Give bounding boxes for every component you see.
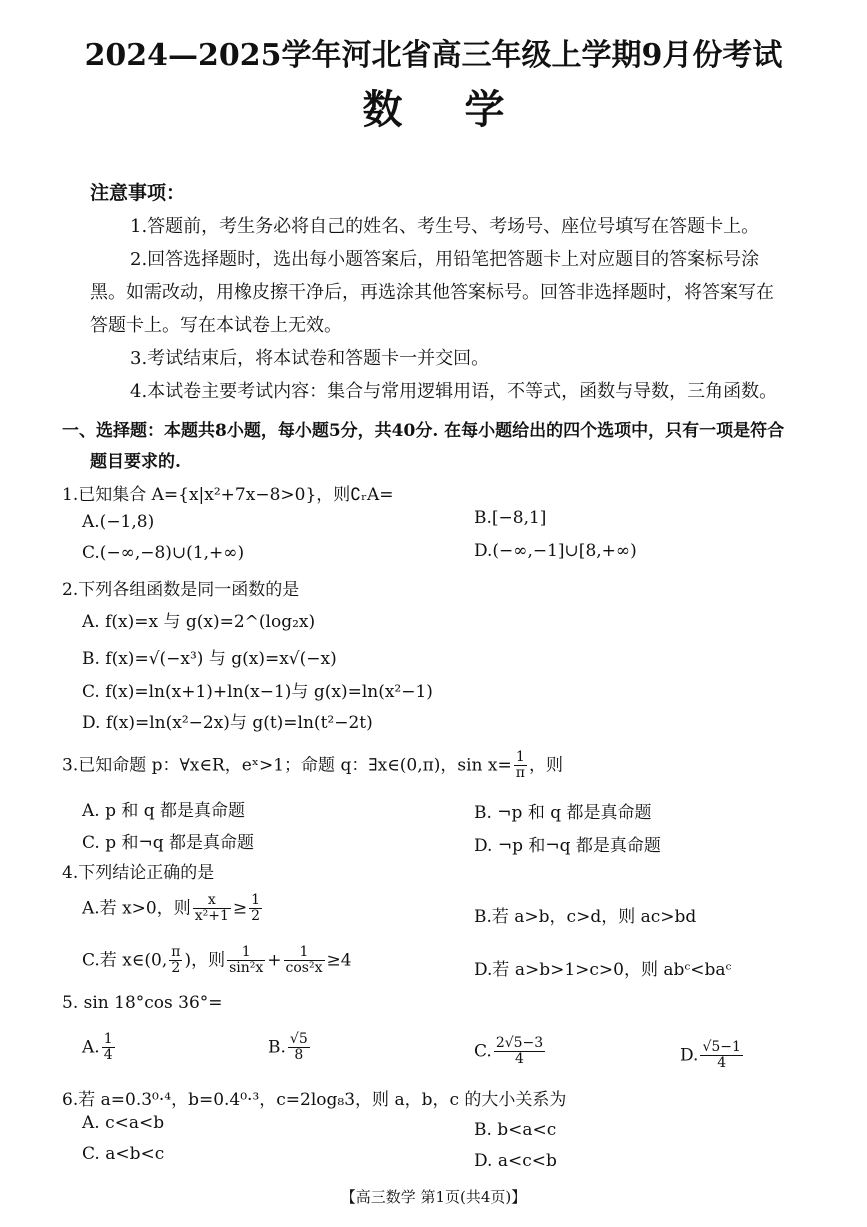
q4-c-frac1-num: 1: [227, 945, 265, 961]
q5-option-a: [82, 1032, 117, 1064]
q4-c-frac1: [227, 945, 265, 977]
q4-a-frac2-num: 1: [251, 892, 261, 908]
q5-option-d: [680, 1040, 745, 1072]
q3-frac-num: 1: [514, 750, 527, 766]
q2-option-b: B. f(x)=√(−x³) 与 g(x)=x√(−x): [82, 649, 337, 669]
q4-c-frac2-num: 1: [284, 945, 325, 961]
notice-item-3: 3.考试结束后，将本试卷和答题卡一并交回。: [130, 348, 490, 369]
section-heading: 一、选择题：本题共8小题，每小题5分，共40分. 在每小题给出的四个选项中，只有一项是符合: [62, 421, 785, 441]
page-footer: 【高三数学 第1页(共4页)】: [340, 1188, 527, 1206]
q5-c-den: 4: [515, 1051, 524, 1068]
q4-option-d: D.若 a>b>1>c>0，则 abᶜ<baᶜ: [474, 960, 732, 980]
q2-stem: 2.下列各组函数是同一函数的是: [62, 580, 300, 600]
q2-option-a: A. f(x)=x 与 g(x)=2^(log₂x): [82, 612, 316, 632]
q1-option-c: C.(−∞,−8)∪(1,+∞): [82, 543, 245, 563]
q4-a-prefix: A.若 x>0，则: [82, 898, 191, 919]
q4-option-c: [82, 945, 352, 977]
q4-a-frac1: [193, 893, 231, 925]
q5-a-num: 1: [103, 1031, 113, 1047]
q5-d-frac: [700, 1040, 742, 1072]
q5-stem: 5. sin 18°cos 36°=: [62, 993, 223, 1013]
q3-stem-part2: ，则: [528, 755, 563, 776]
q6-option-b: B. b<a<c: [474, 1120, 557, 1140]
q6-option-a: A. c<a<b: [82, 1113, 165, 1133]
q1-option-a: A.(−1,8): [82, 512, 155, 532]
q5-c-num: 2√5−3: [495, 1035, 544, 1051]
q5-d-num: √5−1: [702, 1039, 741, 1055]
q5-d-label: D.: [680, 1045, 699, 1066]
q4-c-tail: ≥4: [326, 950, 352, 971]
exam-title: 2024—2025学年河北省高三年级上学期9月份考试: [84, 38, 783, 73]
q5-b-label: B.: [268, 1037, 286, 1058]
q4-c-pi-num: π: [171, 944, 181, 960]
q3-option-b: B. ¬p 和 q 都是真命题: [474, 803, 652, 823]
q4-option-b: B.若 a>b，c>d，则 ac>bd: [474, 907, 697, 927]
q5-a-label: A.: [82, 1037, 100, 1058]
q3-stem: [62, 750, 563, 782]
q5-option-c: [474, 1036, 547, 1068]
q4-a-frac1-den: x²+1: [194, 908, 229, 925]
q5-b-num: √5: [289, 1031, 308, 1047]
q2-option-c: C. f(x)=ln(x+1)+ln(x−1)与 g(x)=ln(x²−1): [82, 682, 433, 702]
notice-item-2-cont2: 答题卡上。写在本试卷上无效。: [90, 315, 342, 336]
q3-fraction: [514, 750, 527, 782]
q4-c-frac2-den: cos²x: [285, 960, 323, 977]
q4-a-frac2-den: 2: [251, 908, 261, 925]
q5-option-b: [268, 1032, 312, 1064]
q4-c-plus: +: [267, 950, 282, 971]
q3-stem-part1: 3.已知命题 p：∀x∈R，eˣ>1；命题 q：∃x∈(0,π)，sin x=: [62, 755, 512, 776]
q5-c-frac: [494, 1036, 545, 1068]
notice-item-4: 4.本试卷主要考试内容：集合与常用逻辑用语，不等式，函数与导数，三角函数。: [130, 381, 778, 402]
q6-option-d: D. a<c<b: [474, 1151, 557, 1171]
q5-a-frac: [102, 1032, 115, 1064]
q1-stem: 1.已知集合 A={x|x²+7x−8>0}，则∁ᵣA=: [62, 485, 394, 505]
q6-stem: 6.若 a=0.3⁰·⁴，b=0.4⁰·³，c=2log₈3，则 a，b，c 的大小关系为: [62, 1090, 567, 1110]
q5-c-label: C.: [474, 1041, 492, 1062]
section-heading-cont: 题目要求的.: [90, 452, 181, 472]
q3-frac-den: π: [515, 765, 525, 782]
subject-title: 数学: [362, 86, 567, 133]
q6-option-c: C. a<b<c: [82, 1144, 165, 1164]
q4-a-frac1-num: x: [193, 893, 231, 909]
notice-item-1: 1.答题前，考生务必将自己的姓名、考生号、考场号、座位号填写在答题卡上。: [130, 216, 760, 237]
q3-option-c: C. p 和¬q 都是真命题: [82, 833, 255, 853]
q3-option-d: D. ¬p 和¬q 都是真命题: [474, 836, 661, 856]
q4-c-frac2: [284, 945, 325, 977]
q5-d-den: 4: [717, 1055, 727, 1072]
q4-a-geq: ≥: [232, 898, 248, 919]
q4-c-paren-right: ): [184, 950, 192, 971]
q4-c-paren-left: (0,: [144, 950, 168, 971]
q1-option-d: D.(−∞,−1]∪[8,+∞): [474, 541, 637, 561]
notice-item-2: 2.回答选择题时，选出每小题答案后，用铅笔把答题卡上对应题目的答案标号涂: [130, 249, 760, 270]
q4-c-frac1-den: sin²x: [229, 960, 264, 977]
q4-c-prefix: C.若 x∈: [82, 950, 145, 971]
q2-option-d: D. f(x)=ln(x²−2x)与 g(t)=ln(t²−2t): [82, 713, 373, 733]
q5-b-den: 8: [294, 1047, 304, 1064]
q4-c-pi-den: 2: [171, 960, 181, 977]
notice-item-2-cont: 黑。如需改动，用橡皮擦干净后，再选涂其他答案标号。回答非选择题时，将答案写在: [90, 282, 774, 303]
q4-c-then: ，则: [191, 950, 226, 971]
q4-option-a: [82, 893, 264, 925]
notice-heading: 注意事项：: [90, 182, 186, 204]
q1-option-b: B.[−8,1]: [474, 508, 547, 528]
q5-a-den: 4: [103, 1047, 113, 1064]
q4-c-pi-frac: [169, 945, 182, 977]
q3-option-a: A. p 和 q 都是真命题: [82, 801, 246, 821]
q5-b-frac: [288, 1032, 310, 1064]
q4-stem: 4.下列结论正确的是: [62, 863, 215, 883]
q4-a-frac2: [249, 893, 262, 925]
